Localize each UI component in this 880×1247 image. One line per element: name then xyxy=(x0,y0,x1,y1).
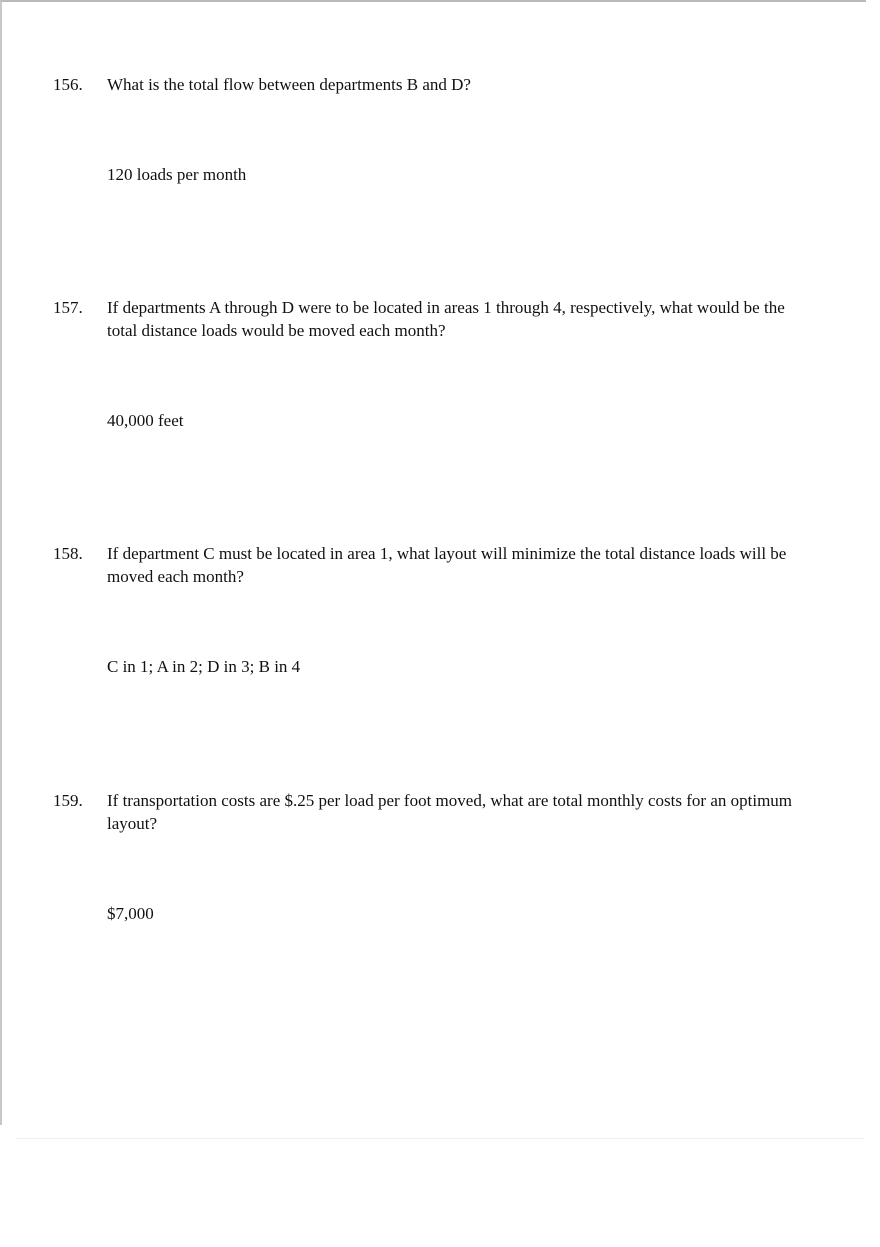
answer-text: $7,000 xyxy=(107,904,154,923)
answer-text: C in 1; A in 2; D in 3; B in 4 xyxy=(107,657,301,676)
question-number: 158. xyxy=(53,544,83,563)
question-text: If departments A through D were to be located in areas 1 through 4, respectively, what would be the total distance loads would be moved each month? xyxy=(107,298,785,340)
answer-text: 40,000 feet xyxy=(107,411,184,430)
question-number: 156. xyxy=(53,75,83,94)
question-text: If transportation costs are $.25 per load per foot moved, what are total monthly costs for an optimum layout? xyxy=(107,791,793,833)
question-number: 157. xyxy=(53,298,83,317)
question-number: 159. xyxy=(53,791,83,810)
question-text: What is the total flow between departments B and D? xyxy=(107,75,471,94)
page-bottom-divider xyxy=(16,1138,864,1139)
answer-text: 120 loads per month xyxy=(107,165,247,184)
question-text: If department C must be located in area 1, what layout will minimize the total distance loads will be moved each month? xyxy=(107,544,787,586)
